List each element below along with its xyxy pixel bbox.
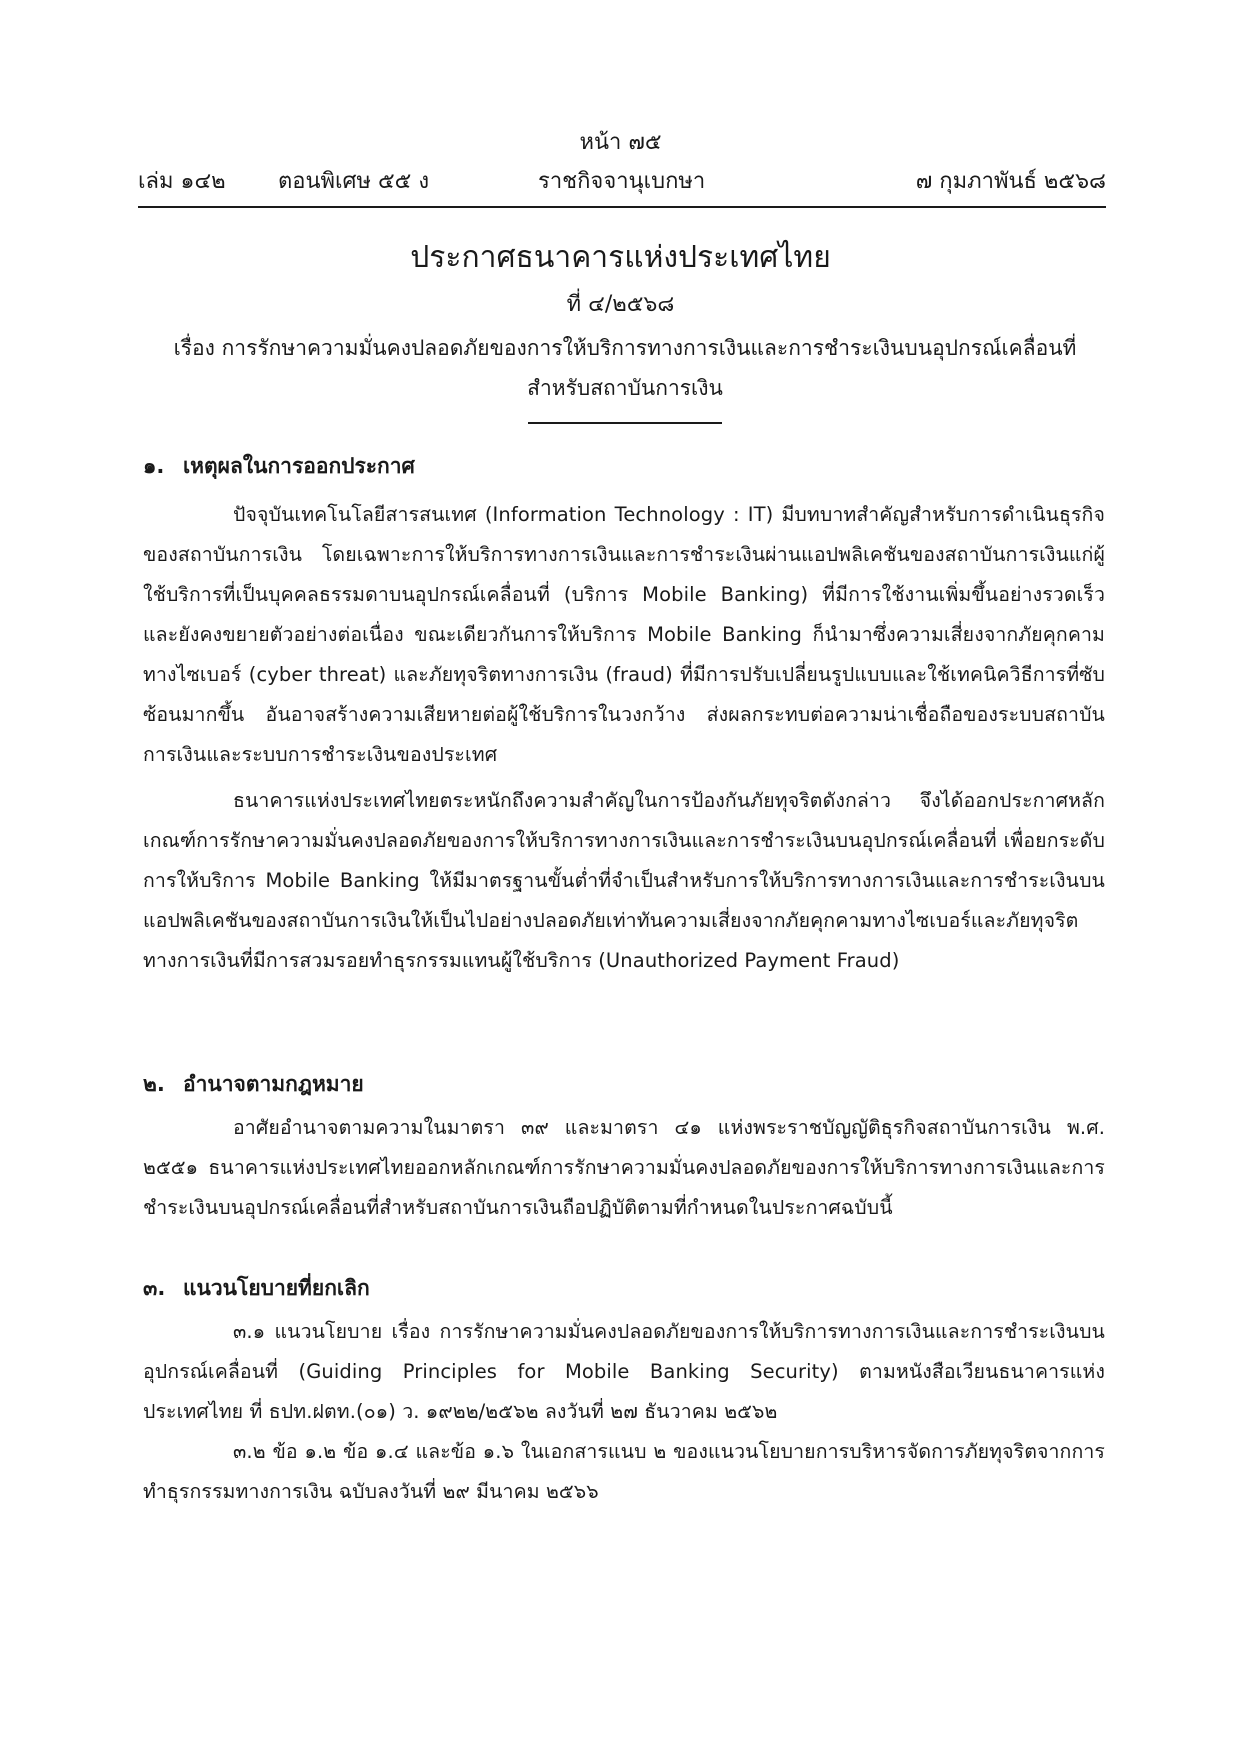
section-2-heading — [143, 1068, 364, 1100]
announcement-subject: เรื่อง การรักษาความมั่นคงปลอดภัยของการให้บริการทางการเงินและการชำระเงินบนอุปกรณ์เคลื่อนที่ สำหรับสถาบันการเงิน — [173, 336, 1077, 400]
section-2-title: อำนาจตามกฎหมาย — [183, 1072, 364, 1096]
section-2-number: ๒. — [143, 1072, 165, 1096]
volume-number: เล่ม ๑๔๒ — [138, 169, 226, 194]
subject-divider — [528, 422, 722, 424]
section-1-heading — [143, 450, 415, 482]
section-2-body — [143, 1108, 1105, 1228]
announcement-title: ประกาศธนาคารแห่งประเทศไทย — [410, 240, 831, 275]
section-3-body — [143, 1312, 1105, 1512]
section-1-title: เหตุผลในการออกประกาศ — [183, 454, 415, 478]
section-3-item-2: ๓.๒ ข้อ ๑.๒ ข้อ ๑.๔ และข้อ ๑.๖ ในเอกสารแนบ ๒ ของแนวนโยบายการบริหารจัดการภัยทุจริตจากการทำธุรกรรมทางการเงิน ฉบับลงวันที่ ๒๙ มีนาคม ๒๕๖๖ — [143, 1440, 1105, 1503]
header-divider — [138, 206, 1106, 208]
announcement-number: ที่ ๔/๒๕๖๘ — [566, 292, 675, 317]
section-3-item-1: ๓.๑ แนวนโยบาย เรื่อง การรักษาความมั่นคงปลอดภัยของการให้บริการทางการเงินและการชำระเงินบนอุปกรณ์เคลื่อนที่ (Guiding Principles for Mobile Banking Security) ตามหนังสือเวียนธนาคารแห่งประเทศไทย ที่ ธปท.ฝตท.(๐๑) ว. ๑๙๒๒/๒๕๖๒ ลงวันที่ ๒๗ ธันวาคม ๒๕๖๒ — [143, 1320, 1105, 1423]
section-3-title: แนวนโยบายที่ยกเลิก — [183, 1276, 370, 1300]
section-1-number: ๑. — [143, 454, 165, 478]
section-2-paragraph-1: อาศัยอำนาจตามความในมาตรา ๓๙ และมาตรา ๔๑ แห่งพระราชบัญญัติธุรกิจสถาบันการเงิน พ.ศ. ๒๕๕๑ ธนาคารแห่งประเทศไทยออกหลักเกณฑ์การรักษาความมั่นคงปลอดภัยของการให้บริการทางการเงินและการชำระเงินบนอุปกรณ์เคลื่อนที่สำหรับสถาบันการเงินถือปฏิบัติตามที่กำหนดในประกาศฉบับนี้ — [143, 1116, 1105, 1219]
section-1-body — [143, 495, 1105, 981]
gazette-name: ราชกิจจานุเบกษา — [538, 169, 706, 194]
section-3-number: ๓. — [143, 1276, 166, 1300]
section-1-paragraph-2: ธนาคารแห่งประเทศไทยตระหนักถึงความสำคัญในการป้องกันภัยทุจริตดังกล่าว จึงได้ออกประกาศหลักเกณฑ์การรักษาความมั่นคงปลอดภัยของการให้บริการทางการเงินและการชำระเงินบนอุปกรณ์เคลื่อนที่ เพื่อยกระดับการให้บริการ Mobile Banking ให้มีมาตรฐานขั้นต่ำที่จำเป็นสำหรับการให้บริการทางการเงินและการชำระเงินบนแอปพลิเคชันของสถาบันการเงินให้เป็นไปอย่างปลอดภัยเท่าทันความเสี่ยงจากภัยคุกคามทางไซเบอร์และภัยทุจริตทางการเงินที่มีการสวมรอยทำธุรกรรมแทนผู้ใช้บริการ (Unauthorized Payment Fraud) — [143, 789, 1105, 972]
special-section-number: ตอนพิเศษ ๕๕ ง — [278, 169, 430, 194]
section-1-paragraph-1: ปัจจุบันเทคโนโลยีสารสนเทศ (Information Technology : IT) มีบทบาทสำคัญสำหรับการดำเนินธุรกิจของสถาบันการเงิน โดยเฉพาะการให้บริการทางการเงินและการชำระเงินผ่านแอปพลิเคชันของสถาบันการเงินแก่ผู้ใช้บริการที่เป็นบุคคลธรรมดาบนอุปกรณ์เคลื่อนที่ (บริการ Mobile Banking) ที่มีการใช้งานเพิ่มขึ้นอย่างรวดเร็ว และยังคงขยายตัวอย่างต่อเนื่อง ขณะเดียวกันการให้บริการ Mobile Banking ก็นำมาซึ่งความเสี่ยงจากภัยคุกคามทางไซเบอร์ (cyber threat) และภัยทุจริตทางการเงิน (fraud) ที่มีการปรับเปลี่ยนรูปแบบและใช้เทคนิควิธีการที่ซับซ้อนมากขึ้น อันอาจสร้างความเสียหายต่อผู้ใช้บริการในวงกว้าง ส่งผลกระทบต่อความน่าเชื่อถือของระบบสถาบันการเงินและระบบการชำระเงินของประเทศ — [143, 503, 1105, 766]
section-3-heading — [143, 1272, 370, 1304]
gazette-header — [138, 166, 1106, 198]
page-number: หน้า ๗๕ — [579, 130, 662, 155]
publication-date: ๗ กุมภาพันธ์ ๒๕๖๘ — [915, 169, 1106, 194]
